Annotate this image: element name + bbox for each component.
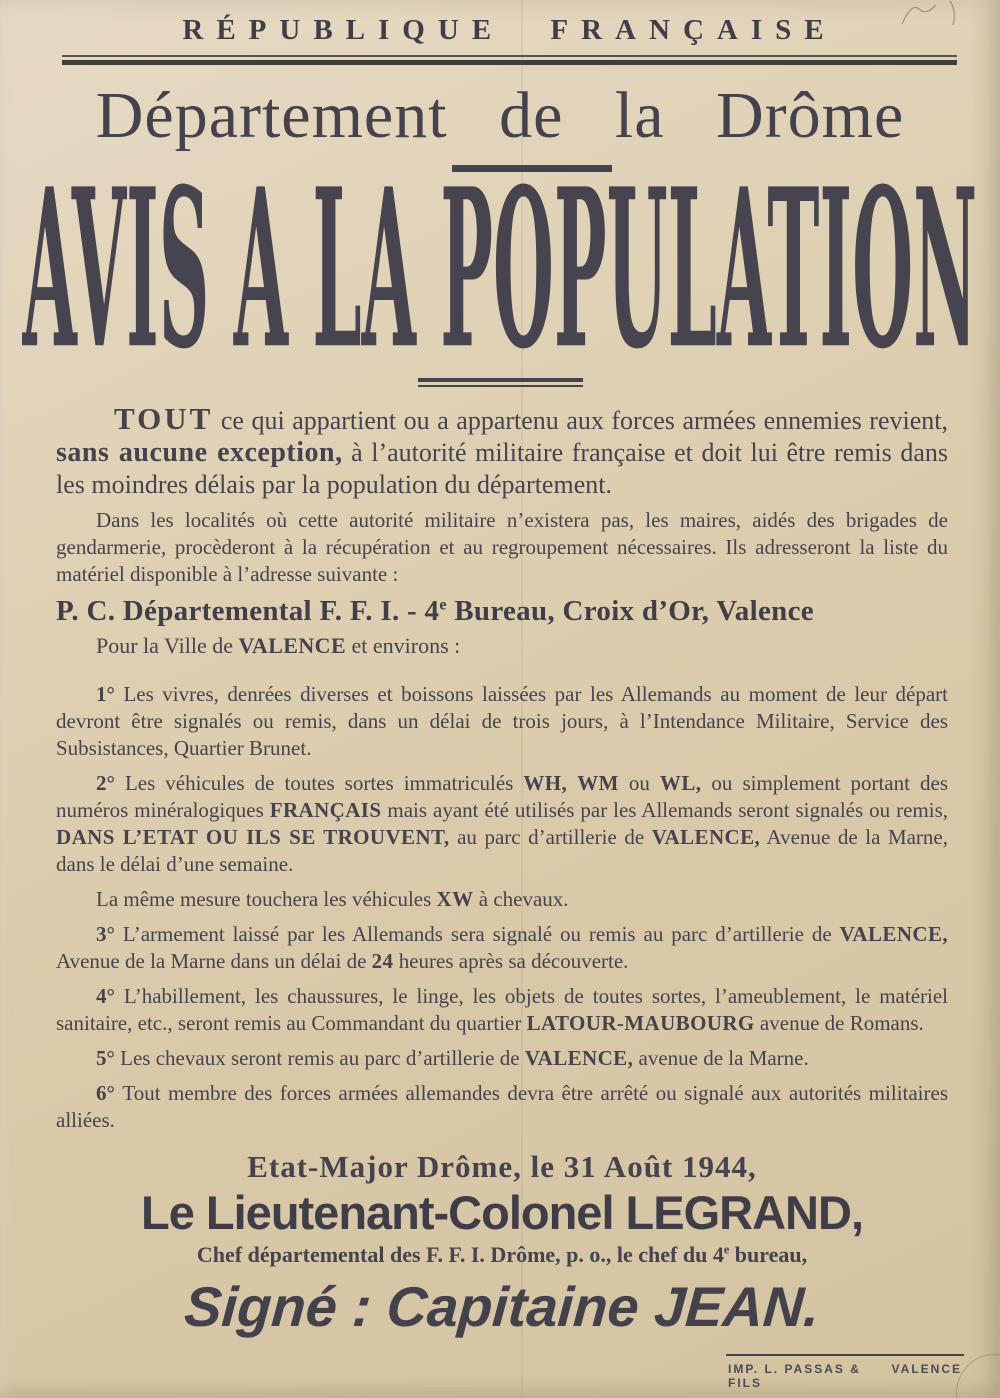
item-2-vehicules: 2° Les véhicules de toutes sortes immatriculés WH, WM ou WL, ou simplement portant des numéros minéralogiques FRANÇAIS mais ayant été utilisés par les Allemands seront signalés ou remis, DANS L’ETAT OU ILS SE TROUVENT, au parc d’artillerie de VALENCE, Avenue de la Marne, dans le délai d’une semaine. bbox=[56, 771, 949, 876]
signature-signe-line: Signé : Capitaine JEAN. bbox=[182, 1275, 822, 1338]
item-6-forces-armees: 6° Tout membre des forces armées allemandes devra être arrêté ou signalé aux autorités militaires alliées. bbox=[56, 1081, 948, 1132]
printer-rule bbox=[726, 1354, 964, 1356]
item-5-chevaux: 5° Les chevaux seront remis au parc d’artillerie de VALENCE, avenue de la Marne. bbox=[96, 1046, 809, 1070]
printer-credit bbox=[726, 1354, 964, 1390]
localites-paragraph: Dans les localités où cette autorité militaire n’existera pas, les maires, aidés des brigades de gendarmerie, procèderont à la récupération et au regroupement nécessaires. Ils adresseront la liste du matériel disponible à l’adresse suivante : bbox=[56, 508, 948, 586]
header-double-rule bbox=[62, 55, 957, 65]
body-content bbox=[0, 403, 1000, 1338]
main-title: AVIS A LA POPULATION bbox=[22, 140, 978, 398]
main-title-wrap bbox=[0, 140, 1000, 398]
pour-valence-line: Pour la Ville de VALENCE et environs : bbox=[96, 633, 461, 658]
header-rule-thick bbox=[62, 60, 957, 65]
departement-title: Département de la Drôme bbox=[95, 79, 905, 152]
item-1-vivres: 1° Les vivres, denrées diverses et boissons laissées par les Allemands au moment de leur départ devront être signalés ou remis, dans un délai de trois jours, à l’Intendance Militaire, Service des Subsistances, Quartier Brunet. bbox=[56, 682, 948, 760]
republique-title: RÉPUBLIQUE FRANÇAISE bbox=[182, 14, 837, 46]
signature-chef-line: Chef départemental des F. F. I. Drôme, p. o., le chef du 4e bureau, bbox=[196, 1242, 808, 1267]
signature-date-line: Etat-Major Drôme, le 31 Août 1944, bbox=[247, 1149, 757, 1184]
printer-name: IMP. L. PASSAS & FILS bbox=[728, 1362, 861, 1390]
signature-colonel-line: Le Lieutenant-Colonel LEGRAND, bbox=[141, 1186, 863, 1239]
printer-row bbox=[726, 1362, 964, 1390]
printer-city: VALENCE bbox=[891, 1362, 962, 1376]
pencil-mark bbox=[898, 0, 968, 28]
header-rule-thin bbox=[62, 55, 957, 57]
pc-departemental-line: P. C. Départemental F. F. I. - 4e Bureau, Croix d’Or, Valence bbox=[56, 595, 814, 627]
item-4-habillement: 4° L’habillement, les chaussures, le linge, les objets de toutes sortes, l’ameublement, le matériel sanitaire, etc., seront remis au Commandant du quartier LATOUR-MAUBOURG avenue de Romans. bbox=[56, 984, 948, 1035]
item-3-armement: 3° L’armement laissé par les Allemands sera signalé ou remis au parc d’artillerie de VALENCE, Avenue de la Marne dans un délai de 24 heures après sa découverte. bbox=[56, 922, 949, 973]
intro-paragraph: TOUT ce qui appartient ou a appartenu aux forces armées ennemies revient, sans aucune exception, à l’autorité militaire française et doit lui être remis dans les moindres délais par la population du département. bbox=[56, 401, 948, 499]
item-2b-vehicules-chevaux: La même mesure touchera les véhicules XW à chevaux. bbox=[96, 887, 569, 911]
